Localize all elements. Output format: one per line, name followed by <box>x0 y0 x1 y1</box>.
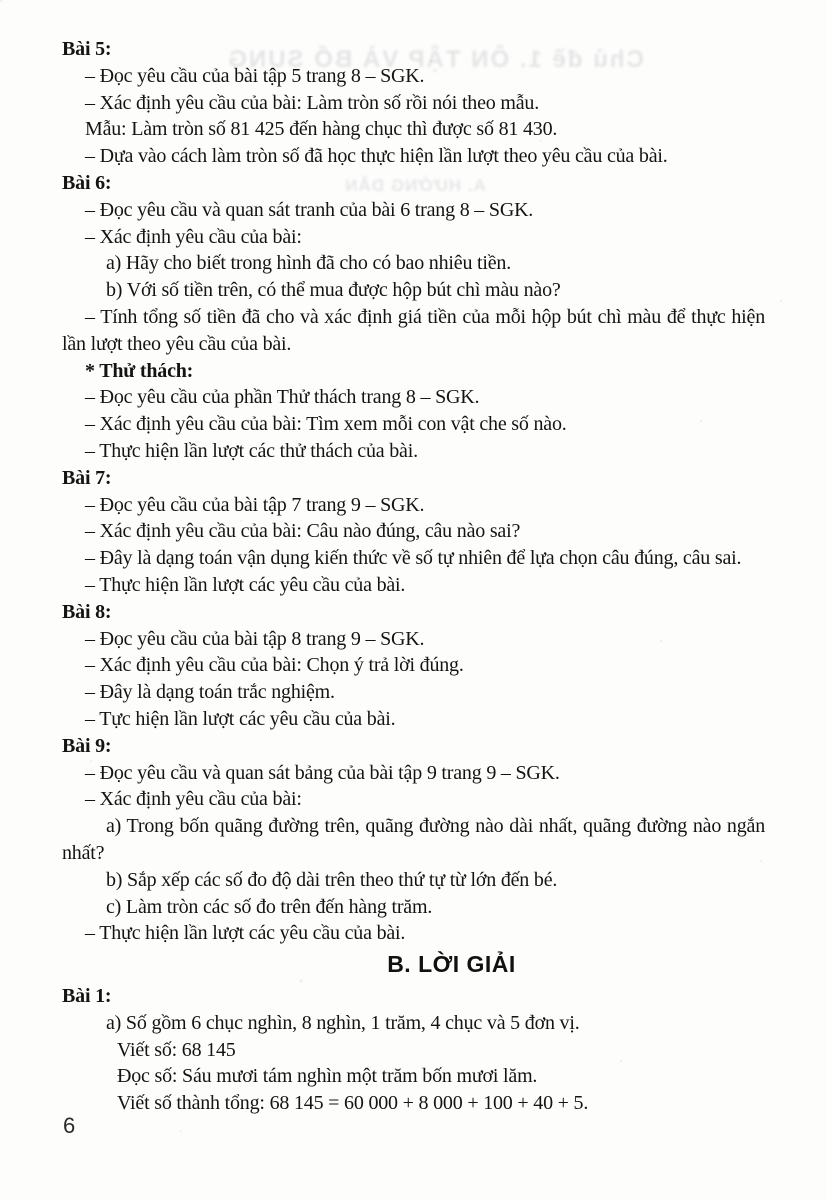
exercise-section-bai8 <box>62 599 765 733</box>
section-heading: Bài 8: <box>62 600 112 623</box>
solution-line: Viết số: 68 145 <box>117 1038 236 1061</box>
solutions-heading: B. LỜI GIẢI <box>387 951 516 978</box>
instruction-line: – Đọc yêu cầu của bài tập 5 trang 8 – SGK. <box>85 64 425 87</box>
instruction-line: Mẫu: Làm tròn số 81 425 đến hàng chục thì được số 81 430. <box>85 118 558 141</box>
solution-line: a) Số gồm 6 chục nghìn, 8 nghìn, 1 trăm, 4 chục và 5 đơn vị. <box>106 1011 580 1034</box>
exercise-section-bai9 <box>62 733 765 947</box>
instruction-line: – Đọc yêu cầu của bài tập 7 trang 9 – SGK. <box>85 493 425 516</box>
page-content <box>62 36 765 1117</box>
instruction-line: – Xác định yêu cầu của bài: Chọn ý trả lời đúng. <box>85 654 464 677</box>
instruction-line: – Xác định yêu cầu của bài: <box>85 225 302 248</box>
instruction-line: – Đọc yêu cầu của phần Thử thách trang 8 – SGK. <box>85 386 480 409</box>
solution-section-bai1 <box>62 983 765 1117</box>
section-heading: * Thử thách: <box>85 359 194 382</box>
instruction-line: – Tực hiện lần lượt các yêu cầu của bài. <box>85 707 396 730</box>
exercise-section-thu-thach <box>62 358 765 465</box>
instruction-line: – Xác định yêu cầu của bài: Câu nào đúng, câu nào sai? <box>85 520 521 543</box>
instruction-line: c) Làm tròn các số đo trên đến hàng trăm. <box>106 895 433 918</box>
exercise-section-bai7 <box>62 465 765 599</box>
instruction-line: – Đọc yêu cầu và quan sát tranh của bài 6 trang 8 – SGK. <box>85 198 534 221</box>
bleed-through-section-label: A. HƯỚNG DẪN <box>344 176 486 195</box>
instruction-line: – Đọc yêu cầu của bài tập 8 trang 9 – SGK. <box>85 627 425 650</box>
instruction-line: a) Hãy cho biết trong hình đã cho có bao nhiêu tiền. <box>106 252 512 275</box>
instruction-line: – Thực hiện lần lượt các thử thách của bài. <box>85 439 418 462</box>
instruction-line: – Xác định yêu cầu của bài: Tìm xem mỗi con vật che số nào. <box>85 413 567 436</box>
solution-line: Viết số thành tổng: 68 145 = 60 000 + 8 000 + 100 + 40 + 5. <box>117 1092 589 1115</box>
section-heading: Bài 9: <box>62 734 112 757</box>
bleed-through-chapter-title: Chủ đề 1. ÔN TẬP VÀ BỔ SUNG <box>226 46 644 73</box>
section-heading: Bài 7: <box>62 466 112 489</box>
instruction-line: – Dựa vào cách làm tròn số đã học thực hiện lần lượt theo yêu cầu của bài. <box>85 145 668 168</box>
solution-line: Đọc số: Sáu mươi tám nghìn một trăm bốn mươi lăm. <box>117 1065 538 1088</box>
instruction-line: – Thực hiện lần lượt các yêu cầu của bài. <box>85 573 406 596</box>
instruction-line: a) Trong bốn quãng đường trên, quãng đường nào dài nhất, quãng đường nào ngắn nhất? <box>62 815 765 864</box>
instruction-line: – Tính tổng số tiền đã cho và xác định giá tiền của mỗi hộp bút chì màu để thực hiện lần lượt theo yêu cầu của bài. <box>62 305 765 355</box>
section-heading: Bài 6: <box>62 171 112 194</box>
exercise-section-bai6 <box>62 170 765 358</box>
section-heading: Bài 1: <box>62 985 112 1008</box>
instruction-line: – Đây là dạng toán vận dụng kiến thức về số tự nhiên để lựa chọn câu đúng, câu sai. <box>85 547 742 570</box>
instruction-line: – Xác định yêu cầu của bài: Làm tròn số rồi nói theo mẫu. <box>85 91 540 114</box>
instruction-line: – Xác định yêu cầu của bài: <box>85 788 302 811</box>
instruction-line: – Thực hiện lần lượt các yêu cầu của bài. <box>85 922 406 945</box>
instruction-line: – Đọc yêu cầu và quan sát bảng của bài tập 9 trang 9 – SGK. <box>85 761 560 784</box>
instruction-line: – Đây là dạng toán trắc nghiệm. <box>85 681 335 704</box>
exercise-section-bai5 <box>62 36 765 170</box>
page-number: 6 <box>63 1113 76 1138</box>
section-heading: Bài 5: <box>62 38 112 60</box>
instruction-line: b) Với số tiền trên, có thể mua được hộp bút chì màu nào? <box>106 279 561 302</box>
instruction-line: b) Sắp xếp các số đo độ dài trên theo thứ tự từ lớn đến bé. <box>106 868 558 891</box>
